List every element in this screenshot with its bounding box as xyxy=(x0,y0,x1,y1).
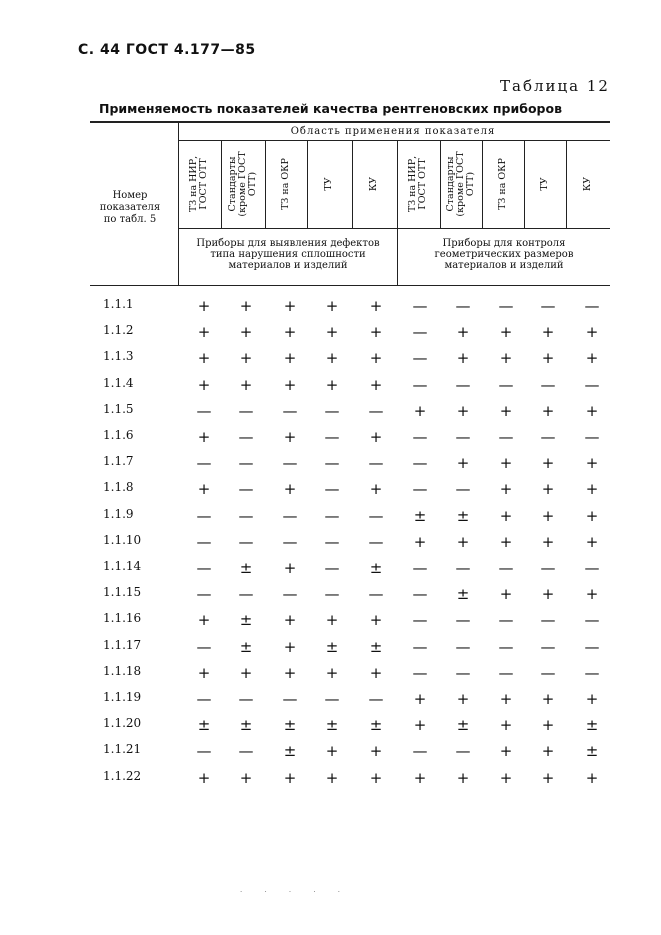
table-cell: + xyxy=(369,611,383,629)
table-cell: — xyxy=(324,559,340,577)
table-cell: ± xyxy=(369,559,383,577)
table-cell: ± xyxy=(239,559,253,577)
row-label: 1.1.17 xyxy=(103,638,142,652)
table-cell: — xyxy=(584,376,600,394)
row-label: 1.1.9 xyxy=(103,507,134,521)
table-cell: — xyxy=(498,638,514,656)
table-cell: — xyxy=(368,507,384,525)
table-cell: — xyxy=(196,638,212,656)
table-cell: + xyxy=(283,664,297,682)
table-cell: + xyxy=(369,664,383,682)
divider-col-7 xyxy=(482,140,483,228)
table-cell: + xyxy=(456,454,470,472)
table-cell: — xyxy=(412,664,428,682)
table-cell: — xyxy=(368,690,384,708)
group-left-header: Приборы для выявления дефектов типа нарушения сплошности материалов и изделий xyxy=(196,238,380,271)
table-cell: — xyxy=(324,690,340,708)
table-cell: — xyxy=(324,428,340,446)
table-cell: + xyxy=(369,297,383,315)
divider-groups xyxy=(397,140,398,285)
table-cell: — xyxy=(282,690,298,708)
row-label: 1.1.3 xyxy=(103,349,134,363)
row-label: 1.1.16 xyxy=(103,611,142,625)
table-cell: — xyxy=(498,664,514,682)
table-cell: + xyxy=(541,480,555,498)
table-cell: + xyxy=(413,716,427,734)
table-cell: — xyxy=(324,585,340,603)
table-cell: + xyxy=(456,323,470,341)
table-cell: ± xyxy=(413,507,427,525)
table-cell: + xyxy=(239,297,253,315)
table-cell: — xyxy=(282,533,298,551)
table-cell: + xyxy=(197,428,211,446)
table-cell: — xyxy=(540,611,556,629)
table-cell: + xyxy=(456,690,470,708)
table-cell: — xyxy=(412,638,428,656)
table-cell: — xyxy=(412,349,428,367)
table-cell: + xyxy=(197,323,211,341)
row-label: 1.1.14 xyxy=(103,559,142,573)
table-cell: + xyxy=(369,428,383,446)
table-cell: — xyxy=(498,559,514,577)
table-cell: + xyxy=(541,507,555,525)
row-label: 1.1.6 xyxy=(103,428,134,442)
table-cell: — xyxy=(238,402,254,420)
table-cell: ± xyxy=(369,638,383,656)
table-cell: — xyxy=(282,454,298,472)
divider-col-4 xyxy=(352,140,353,228)
table-cell: + xyxy=(325,769,339,787)
table-cell: — xyxy=(196,585,212,603)
table-cell: — xyxy=(282,585,298,603)
table-cell: — xyxy=(412,480,428,498)
table-cell: + xyxy=(283,559,297,577)
table-cell: — xyxy=(584,559,600,577)
table-cell: + xyxy=(585,769,599,787)
table-cell: — xyxy=(238,454,254,472)
table-cell: + xyxy=(456,402,470,420)
table-cell: + xyxy=(283,611,297,629)
table-cell: + xyxy=(499,716,513,734)
table-cell: — xyxy=(498,376,514,394)
table-cell: + xyxy=(239,323,253,341)
table-cell: — xyxy=(540,297,556,315)
table-cell: + xyxy=(541,323,555,341)
table-cell: — xyxy=(412,559,428,577)
row-label: 1.1.20 xyxy=(103,716,142,730)
table-cell: + xyxy=(541,349,555,367)
column-header-9: ТУ xyxy=(539,177,550,191)
page-header: С. 44 ГОСТ 4.177—85 xyxy=(78,42,256,58)
table-cell: + xyxy=(499,742,513,760)
table-cell: + xyxy=(325,742,339,760)
table-cell: + xyxy=(499,769,513,787)
table-cell: + xyxy=(499,323,513,341)
table-cell: + xyxy=(283,638,297,656)
table-cell: — xyxy=(196,533,212,551)
table-cell: + xyxy=(585,690,599,708)
table-cell: — xyxy=(196,742,212,760)
table-cell: + xyxy=(585,454,599,472)
table-cell: — xyxy=(455,638,471,656)
table-cell: + xyxy=(413,533,427,551)
table-cell: — xyxy=(196,690,212,708)
row-label: 1.1.22 xyxy=(103,769,142,783)
table-cell: ± xyxy=(239,638,253,656)
table-cell: + xyxy=(499,507,513,525)
table-cell: + xyxy=(369,742,383,760)
table-cell: + xyxy=(325,349,339,367)
table-cell: — xyxy=(455,428,471,446)
table-cell: + xyxy=(585,585,599,603)
table-cell: + xyxy=(197,664,211,682)
table-cell: — xyxy=(498,611,514,629)
table-cell: + xyxy=(239,376,253,394)
table-cell: + xyxy=(585,480,599,498)
row-label: 1.1.7 xyxy=(103,454,134,468)
table-cell: — xyxy=(540,638,556,656)
table-cell: — xyxy=(455,742,471,760)
table-cell: ± xyxy=(585,742,599,760)
divider-rowhead xyxy=(178,121,179,285)
table-cell: — xyxy=(238,690,254,708)
divider-col-6 xyxy=(440,140,441,228)
table-cell: — xyxy=(540,428,556,446)
table-cell: — xyxy=(540,559,556,577)
table-cell: + xyxy=(325,376,339,394)
table-cell: + xyxy=(541,402,555,420)
table-cell: — xyxy=(282,507,298,525)
table-cell: + xyxy=(541,716,555,734)
table-cell: — xyxy=(455,664,471,682)
table-cell: + xyxy=(541,742,555,760)
table-cell: ± xyxy=(283,716,297,734)
table-cell: + xyxy=(499,690,513,708)
table-cell: — xyxy=(540,376,556,394)
table-cell: — xyxy=(238,742,254,760)
table-cell: + xyxy=(239,349,253,367)
table-cell: ± xyxy=(456,585,470,603)
table-cell: — xyxy=(368,454,384,472)
table-cell: — xyxy=(368,533,384,551)
divider-col-9 xyxy=(566,140,567,228)
table-cell: — xyxy=(455,611,471,629)
divider-col-8 xyxy=(524,140,525,228)
table-cell: — xyxy=(238,428,254,446)
row-label: 1.1.8 xyxy=(103,480,134,494)
table-cell: ± xyxy=(325,716,339,734)
row-label: 1.1.10 xyxy=(103,533,142,547)
columns-rule xyxy=(178,228,610,229)
table-cell: + xyxy=(239,664,253,682)
table-cell: — xyxy=(455,559,471,577)
table-cell: — xyxy=(412,428,428,446)
divider-col-1 xyxy=(221,140,222,228)
row-label: 1.1.19 xyxy=(103,690,142,704)
table-cell: + xyxy=(413,690,427,708)
table-cell: + xyxy=(197,480,211,498)
table-cell: + xyxy=(197,611,211,629)
table-cell: ± xyxy=(283,742,297,760)
table-cell: + xyxy=(283,376,297,394)
table-cell: — xyxy=(238,480,254,498)
page-footer-marks: · · · · · xyxy=(240,888,351,896)
table-cell: — xyxy=(196,402,212,420)
table-cell: — xyxy=(412,376,428,394)
row-label: 1.1.15 xyxy=(103,585,142,599)
group-right-header: Приборы для контроля геометрических размеров материалов и изделий xyxy=(434,238,574,271)
table-cell: + xyxy=(283,349,297,367)
table-cell: + xyxy=(369,323,383,341)
table-cell: + xyxy=(197,349,211,367)
table-number: Таблица 12 xyxy=(500,77,610,95)
column-header-7: Стандарты (кроме ГОСТ ОТТ) xyxy=(445,151,476,217)
table-cell: — xyxy=(412,585,428,603)
table-cell: ± xyxy=(456,716,470,734)
table-cell: + xyxy=(585,349,599,367)
table-cell: — xyxy=(584,664,600,682)
area-header: Область применения показателя xyxy=(290,126,496,137)
table-cell: — xyxy=(324,402,340,420)
divider-col-2 xyxy=(265,140,266,228)
table-cell: — xyxy=(584,611,600,629)
table-cell: — xyxy=(324,480,340,498)
table-cell: + xyxy=(197,376,211,394)
table-cell: — xyxy=(540,664,556,682)
table-cell: — xyxy=(324,507,340,525)
row-header: Номер показателя по табл. 5 xyxy=(99,190,161,225)
table-cell: + xyxy=(325,664,339,682)
column-header-6: ТЗ на НИР, ГОСТ ОТТ xyxy=(407,155,428,213)
table-cell: — xyxy=(584,297,600,315)
table-cell: — xyxy=(238,533,254,551)
row-label: 1.1.18 xyxy=(103,664,142,678)
table-cell: — xyxy=(368,402,384,420)
row-label: 1.1.21 xyxy=(103,742,142,756)
table-cell: — xyxy=(412,297,428,315)
table-cell: + xyxy=(499,402,513,420)
table-cell: + xyxy=(325,611,339,629)
row-label: 1.1.1 xyxy=(103,297,134,311)
table-cell: — xyxy=(324,533,340,551)
table-cell: ± xyxy=(325,638,339,656)
table-cell: ± xyxy=(456,507,470,525)
table-cell: — xyxy=(584,638,600,656)
table-cell: + xyxy=(197,769,211,787)
table-cell: — xyxy=(324,454,340,472)
table-cell: — xyxy=(412,742,428,760)
table-cell: + xyxy=(499,454,513,472)
table-cell: + xyxy=(499,480,513,498)
row-label: 1.1.4 xyxy=(103,376,134,390)
table-cell: — xyxy=(412,611,428,629)
table-cell: + xyxy=(413,402,427,420)
table-cell: + xyxy=(456,769,470,787)
row-label: 1.1.2 xyxy=(103,323,134,337)
table-cell: + xyxy=(499,349,513,367)
table-cell: + xyxy=(283,323,297,341)
table-cell: — xyxy=(455,376,471,394)
table-cell: + xyxy=(541,585,555,603)
table-cell: + xyxy=(369,349,383,367)
table-cell: + xyxy=(541,454,555,472)
table-cell: + xyxy=(456,533,470,551)
table-cell: + xyxy=(325,323,339,341)
table-cell: + xyxy=(369,480,383,498)
column-header-5: КУ xyxy=(368,176,379,192)
table-cell: ± xyxy=(369,716,383,734)
table-cell: ± xyxy=(239,716,253,734)
table-cell: ± xyxy=(197,716,211,734)
table-cell: — xyxy=(498,428,514,446)
table-cell: + xyxy=(585,323,599,341)
table-cell: — xyxy=(412,323,428,341)
table-cell: — xyxy=(238,507,254,525)
column-header-2: Стандарты (кроме ГОСТ ОТТ) xyxy=(227,151,258,217)
column-header-1: ТЗ на НИР, ГОСТ ОТТ xyxy=(188,155,209,213)
column-header-10: КУ xyxy=(582,176,593,192)
table-cell: ± xyxy=(239,611,253,629)
table-cell: — xyxy=(196,454,212,472)
table-cell: + xyxy=(456,349,470,367)
table-cell: + xyxy=(283,480,297,498)
table-cell: + xyxy=(499,533,513,551)
table-cell: — xyxy=(584,428,600,446)
table-title: Применяемость показателей качества рентгеновских приборов xyxy=(99,101,562,116)
table-cell: — xyxy=(196,507,212,525)
table-cell: + xyxy=(283,769,297,787)
table-cell: + xyxy=(541,769,555,787)
table-cell: — xyxy=(368,585,384,603)
table-cell: — xyxy=(282,402,298,420)
table-cell: + xyxy=(325,297,339,315)
table-cell: — xyxy=(455,297,471,315)
table-cell: + xyxy=(197,297,211,315)
divider-col-3 xyxy=(307,140,308,228)
table-cell: — xyxy=(238,585,254,603)
table-cell: + xyxy=(369,769,383,787)
table-cell: + xyxy=(283,297,297,315)
table-cell: + xyxy=(541,690,555,708)
table-top-rule xyxy=(90,121,610,123)
table-cell: + xyxy=(541,533,555,551)
column-header-4: ТУ xyxy=(323,177,334,191)
table-cell: + xyxy=(499,585,513,603)
table-cell: + xyxy=(369,376,383,394)
table-cell: + xyxy=(413,769,427,787)
table-cell: — xyxy=(412,454,428,472)
table-cell: + xyxy=(283,428,297,446)
table-cell: — xyxy=(498,297,514,315)
table-cell: — xyxy=(196,559,212,577)
column-header-3: ТЗ на ОКР xyxy=(280,158,291,210)
table-cell: + xyxy=(239,769,253,787)
row-label: 1.1.5 xyxy=(103,402,134,416)
table-cell: + xyxy=(585,402,599,420)
column-header-8: ТЗ на ОКР xyxy=(497,158,508,210)
table-cell: ± xyxy=(585,716,599,734)
area-header-rule xyxy=(178,140,610,141)
table-cell: + xyxy=(585,533,599,551)
header-bottom-rule xyxy=(90,285,610,286)
table-cell: + xyxy=(585,507,599,525)
table-cell: — xyxy=(455,480,471,498)
